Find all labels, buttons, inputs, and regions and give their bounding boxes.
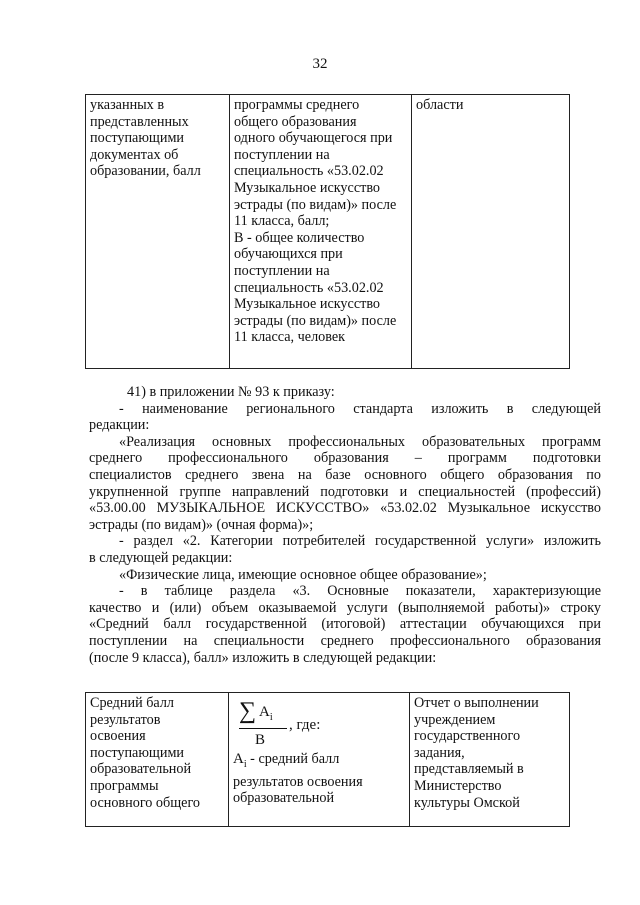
symbol-letter: A [233, 751, 244, 767]
sum-symbol: ∑ [239, 698, 257, 724]
formula-denominator: B [255, 732, 266, 748]
cell-line: учреждением [414, 711, 496, 728]
paragraph: редакции: [89, 417, 150, 434]
table-row [86, 95, 570, 369]
bottom-table-cell-2 [229, 693, 410, 827]
formula-suffix: , где: [289, 717, 321, 733]
bottom-table [85, 692, 570, 827]
cell-line: результатов [90, 711, 161, 728]
paragraph: среднего профессионального образования – программ подготовки [89, 450, 601, 467]
cell-line: эстрады (по видам)» после [234, 196, 397, 213]
paragraph: - в таблице раздела «3. Основные показатели, характеризующие [119, 583, 601, 600]
paragraph: «Физические лица, имеющие основное общее образование»; [119, 566, 487, 583]
cell-line: эстрады (по видам)» после [234, 312, 397, 329]
cell-line: Отчет о выполнении [414, 695, 539, 711]
cell-line: 11 класса, человек [234, 329, 346, 346]
cell-line: Министерство [414, 777, 502, 794]
cell-line: программы среднего [234, 97, 360, 113]
cell-line: специальность «53.02.02 [234, 163, 384, 180]
description-text: - средний балл [246, 751, 340, 767]
paragraph: - наименование регионального стандарта изложить в следующей [119, 400, 601, 417]
paragraph: укрупненной группе направлений подготовки и специальностей (профессий) [89, 483, 601, 500]
cell-line: Музыкальное искусство [234, 296, 381, 313]
page-number: 32 [312, 56, 328, 72]
top-table-cell-3 [412, 95, 570, 369]
formula [233, 695, 406, 751]
paragraph: - раздел «2. Категории потребителей государственной услуги» изложить [119, 533, 601, 550]
cell-line: документах об [90, 146, 179, 163]
cell-line: 11 класса, балл; [234, 213, 330, 230]
cell-line: культуры Омской [414, 794, 520, 811]
cell-line: образовании, балл [90, 163, 201, 180]
top-table-cell-2 [230, 95, 412, 369]
description-symbol [233, 751, 247, 770]
numerator-symbol: A [259, 704, 270, 720]
cell-line: представляемый в [414, 761, 524, 778]
paragraph: «Средний балл государственной (итоговой) аттестации обучающихся при [89, 616, 601, 633]
cell-line: освоения [90, 728, 146, 745]
cell-line: представленных [90, 113, 189, 130]
cell-line: программы [90, 777, 159, 794]
cell-line: основного общего [90, 794, 201, 811]
paragraph: (после 9 класса), балл» изложить в следующей редакции: [89, 649, 437, 666]
cell-line: поступающими [90, 130, 185, 147]
numerator-subscript: i [269, 712, 273, 723]
cell-line: государственного [414, 728, 521, 745]
paragraph: поступлении на специальности среднего профессионального образования [89, 632, 601, 649]
cell-line: В - общее количество [234, 229, 365, 246]
cell-line: поступлении на [234, 262, 330, 279]
cell-line: поступающими [90, 744, 185, 761]
cell-line: области [416, 97, 464, 113]
cell-line: общего образования [234, 113, 357, 130]
formula-description [233, 751, 406, 774]
table-row [86, 693, 570, 827]
top-table-cell-1 [86, 95, 230, 369]
bottom-table-cell-3 [410, 693, 570, 827]
top-table [85, 94, 570, 369]
body-text [89, 384, 601, 666]
cell-line: одного обучающегося при [234, 130, 393, 147]
cell-line: образовательной [90, 761, 192, 778]
cell-line: указанных в [90, 97, 165, 113]
bottom-table-cell-1 [86, 693, 229, 827]
cell-line: поступлении на [234, 146, 330, 163]
paragraph: эстрады (по видам)» (очная форма)»; [89, 516, 314, 533]
cell-line: обучающихся при [234, 246, 343, 263]
cell-line: Музыкальное искусство [234, 179, 381, 196]
paragraph: специалистов среднего звена на базе основного общего образования по [89, 466, 601, 483]
paragraph: «Реализация основных профессиональных образовательных программ [119, 433, 601, 450]
cell-line: Средний балл [90, 695, 175, 711]
cell-line: образовательной [233, 790, 335, 807]
paragraph: 41) в приложении № 93 к приказу: [127, 384, 335, 400]
fraction-bar [239, 728, 287, 729]
cell-line: результатов освоения [233, 773, 363, 790]
formula-numerator [259, 704, 273, 727]
paragraph: в следующей редакции: [89, 549, 233, 566]
cell-line: специальность «53.02.02 [234, 279, 384, 296]
cell-line: задания, [414, 744, 465, 761]
symbol-subscript: i [243, 759, 247, 770]
paragraph: «53.00.00 МУЗЫКАЛЬНОЕ ИСКУССТВО» «53.02.02 Музыкальное искусство [89, 500, 601, 517]
paragraph: качество и (или) объем оказываемой услуги (выполняемой работы)» строку [89, 599, 601, 616]
